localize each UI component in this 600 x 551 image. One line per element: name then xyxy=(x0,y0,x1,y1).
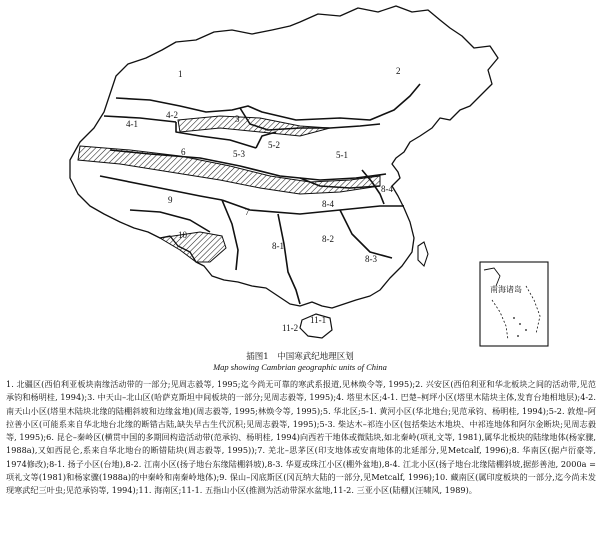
region-label-10: 10 xyxy=(178,230,187,240)
region-label-2: 2 xyxy=(396,66,401,76)
region-label-8-4b: 8-4 xyxy=(322,199,334,209)
region-label-5-1: 5-1 xyxy=(336,150,348,160)
region-label-6: 6 xyxy=(181,147,186,157)
inset-label: 南海诸岛 xyxy=(490,285,522,294)
taiwan-island xyxy=(418,242,428,266)
region-label-11-2: 11-2 xyxy=(282,323,299,333)
figure-caption: 1. 北疆区(西伯利亚板块南缘活动带的一部分;见周志毅等, 1995;迄今尚无可靠的寒武系报道,见林焕令等, 1995);2. 兴安区(西伯利亚和华北板块之间的活动带,见范承钧和杨明桂, 1994);3. 中天山–北山区(哈萨克斯坦中间板块的一部分;见周志毅等, 1995);4. 塔里木区;4-1. 巴楚–柯坪小区(塔里木陆块主体,发育台地相地层);4-2. 南天山小区(塔里木陆块北缘的陆棚斜坡和边缘盆地)(周志毅等, 1995;林焕令等, 1995);5. 华北区;5-1. 黄河小区(华北地台;见范承钧、杨明桂, 1994);5-2. 敦煌–阿拉善小区(可能系来自华北地台北缘的断错古陆,缺失早古生代沉积;见周志毅等, 1995);5-3. 柴达木–祁连小区(包括柴达木地块、中祁连地体和阿尔金断块;见周志毅等, 1995);6. 昆仑–秦岭区(横贯中国的多期回构造活动带(范承钧、杨明桂, 1994)向西若干地体或微陆块,如北秦岭(项礼文等, 1981),属华北板块的陆缘地体(杨家骤, 1988a),又如西昆仑,系来自华北地台的断错陆块(周志毅等, 1995));7. 羌北–思茅区(印支地体或安南地体的北延部分,见Metcalf, 1996);8. 华南区(据卢衍豪等, 1974修改);8-1. 扬子小区(台地),8-2. 江南小区(扬子地台东缘陆棚斜坡),8-3. 华夏或珠江小区(棚外盆地),8-4. 江北小区(扬子地台北缘陆棚斜坡,据彭善池, 2000a = 项礼文等(1981)和杨家骤(1988a)的中秦岭和南秦岭地体);9. 保山–冈底斯区(冈瓦纳大陆的一部分,见Metcalf, 1996);10. 藏南区(属印度板块的一部分,迄今尚未发现寒武纪三叶虫;见范承钧等, 1994);11. 海南区;11-1. 五指山小区(推测为活动带深水盆地,11-2. 三亚小区(陆棚)(汪啸风, 1989)。 xyxy=(6,379,596,496)
region-label-7: 7 xyxy=(245,207,250,217)
region-label-4-2: 4-2 xyxy=(166,110,178,120)
region-label-5-2: 5-2 xyxy=(268,140,280,150)
figure-title: 插图1 中国寒武纪地理区划 xyxy=(246,352,354,362)
region-label-1: 1 xyxy=(178,69,183,79)
region-label-5-3: 5-3 xyxy=(233,149,245,159)
region-label-9: 9 xyxy=(168,195,173,205)
figure-subtitle: Map showing Cambrian geographic units of China xyxy=(213,362,387,372)
region-boundaries xyxy=(100,84,420,304)
region-label-8-2: 8-2 xyxy=(322,234,334,244)
south-china-sea-inset xyxy=(480,262,548,346)
region-label-3: 3 xyxy=(235,114,240,124)
region-label-8-4a: 8-4 xyxy=(381,184,393,194)
region-label-8-1: 8-1 xyxy=(272,241,284,251)
region-label-4-1: 4-1 xyxy=(126,119,138,129)
region-label-11-1: 11-1 xyxy=(310,315,327,325)
region-labels xyxy=(126,66,401,333)
hatched-belt-south xyxy=(160,232,226,262)
region-label-8-3: 8-3 xyxy=(365,254,377,264)
